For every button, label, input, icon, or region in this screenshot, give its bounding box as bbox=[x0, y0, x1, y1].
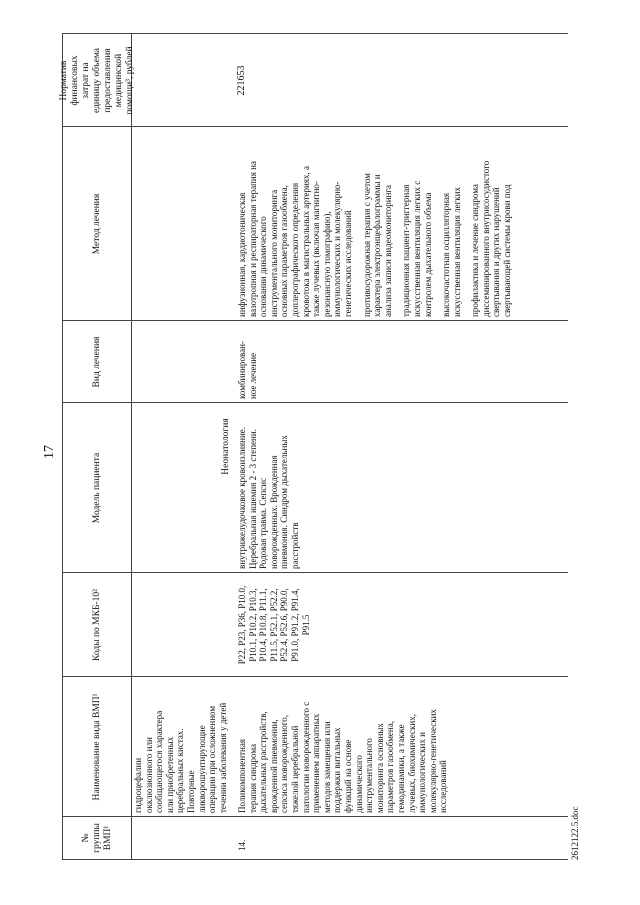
header-treatment-method: Метод лечения bbox=[91, 193, 102, 255]
treatment-table bbox=[58, 33, 568, 860]
header-line: ВМП¹ bbox=[102, 825, 113, 851]
text-line: поддержки витальных bbox=[332, 727, 343, 813]
text-line: Поликомпонентная bbox=[237, 739, 247, 813]
column-divider bbox=[63, 126, 568, 127]
text-line: инструментального мониторинга bbox=[268, 189, 279, 317]
text-line: свертывания и других нарушений bbox=[491, 187, 502, 317]
rotated-document bbox=[40, 22, 600, 882]
text-line: лучевых, биохимических, bbox=[406, 714, 417, 813]
icd-codes-cell bbox=[237, 577, 311, 673]
text-line: Родовая травма. Сепсис bbox=[258, 477, 269, 569]
treatment-method-cell bbox=[237, 161, 513, 317]
header-icd-codes: Коды по МКБ-10² bbox=[91, 589, 102, 661]
header-line: единицу объема bbox=[91, 47, 102, 114]
text-line: P52.4, P52.6, P90.0, bbox=[279, 588, 290, 662]
header-line: группы bbox=[91, 823, 102, 853]
text-line: пневмония. Синдром дыхательных bbox=[279, 435, 290, 569]
text-line: доплерографического определения bbox=[289, 182, 300, 317]
header-line: № bbox=[80, 833, 91, 843]
method-block bbox=[470, 161, 512, 317]
text-line: комбинирован- bbox=[237, 341, 247, 399]
text-line: высокочастотная осцилляторная bbox=[441, 192, 452, 317]
column-divider bbox=[63, 572, 568, 573]
header-line: помощи³, рублей bbox=[124, 46, 135, 115]
text-line: иммунологических и молекулярно- bbox=[332, 181, 343, 317]
section-title: Неонатология bbox=[221, 418, 231, 475]
column-divider bbox=[63, 402, 568, 403]
text-line: иммунологических и bbox=[417, 732, 428, 813]
text-line: Повторные bbox=[185, 770, 196, 813]
method-block bbox=[362, 161, 394, 317]
text-line: гидроцефалии bbox=[133, 757, 143, 813]
text-line: мониторинга основных bbox=[374, 723, 385, 813]
text-line: ликворошунтирующие bbox=[196, 725, 207, 813]
treatment-type-cell bbox=[237, 341, 258, 399]
text-line: внутрижелудочковое кровоизлияние. bbox=[237, 426, 247, 569]
text-line: течении заболевания у детей bbox=[217, 702, 228, 813]
page-number: 17 bbox=[42, 445, 57, 459]
text-line: врожденной пневмонии, bbox=[268, 719, 279, 813]
text-line: вазотропная и респираторная терапия на bbox=[247, 161, 258, 317]
text-line: P11.5, P52.1, P52.2, bbox=[268, 588, 279, 662]
column-divider bbox=[63, 320, 568, 321]
text-line: расстройств bbox=[289, 522, 300, 569]
text-line: дыхательных расстройств, bbox=[258, 711, 269, 813]
text-line: параметров газообмена, bbox=[385, 721, 396, 813]
header-patient-model: Модель пациента bbox=[91, 452, 102, 524]
text-line: генетических исследований bbox=[342, 210, 353, 317]
text-line: P10.1, P10.2, P10.3, bbox=[247, 588, 258, 662]
cost-cell: 221653 bbox=[236, 65, 247, 96]
text-line: P22, P23, P36, P10.0, bbox=[237, 585, 247, 665]
header-line: предоставления bbox=[102, 48, 113, 113]
column-divider bbox=[63, 676, 568, 677]
text-line: исследований bbox=[438, 760, 449, 813]
text-line: противосудорожная терапия с учетом bbox=[361, 173, 372, 317]
vmp-name-cell bbox=[237, 702, 449, 813]
text-line: традиционная пациент-триггерная bbox=[401, 184, 412, 317]
text-line: характера электроэнцефалограммы и bbox=[372, 174, 383, 317]
text-line: P91.0, P91.2, P91.4, bbox=[289, 588, 300, 662]
text-line: гемодинамики, а также bbox=[395, 724, 406, 813]
header-line: финансовых bbox=[69, 55, 80, 106]
text-line: ное лечение bbox=[247, 352, 258, 399]
text-line: инфузионная, кардиотоническая bbox=[237, 192, 247, 317]
text-line: инструментального bbox=[364, 738, 375, 813]
patient-model-cell bbox=[237, 427, 301, 569]
header-treatment-type: Вид лечения bbox=[91, 336, 102, 388]
text-line: динамического bbox=[353, 755, 364, 813]
header-line: медицинской bbox=[113, 53, 124, 108]
text-line: искусственная вентиляция легких bbox=[451, 187, 462, 317]
header-vmp-name: Наименование вида ВМП¹ bbox=[91, 693, 102, 801]
row-number: 14. bbox=[237, 839, 247, 851]
text-line: молекулярно-генетических bbox=[427, 709, 438, 813]
text-line: свертывающей системы крови под bbox=[502, 184, 513, 317]
text-line: Церебральная ишемия 2 - 3 степени. bbox=[247, 429, 258, 569]
method-block bbox=[237, 161, 354, 317]
text-line: тяжелой церебральной bbox=[289, 725, 300, 813]
text-line: церебральных кистах. bbox=[175, 728, 186, 813]
header-line: Норматив bbox=[58, 60, 69, 101]
text-line: также лучевых (включая магнитно- bbox=[311, 181, 322, 317]
text-line: искусственная вентиляция легких с bbox=[411, 180, 422, 317]
text-line: функций на основе bbox=[342, 739, 353, 813]
text-line: анализа записи видеомониторинга bbox=[382, 184, 393, 317]
text-line: контролем дыхательного объема bbox=[422, 192, 433, 317]
text-line: окклюзионного или bbox=[143, 737, 154, 813]
column-divider bbox=[63, 816, 568, 817]
header-cost-norm bbox=[58, 34, 135, 127]
text-line: применением аппаратных bbox=[311, 713, 322, 813]
text-line: основных параметров газообмена, bbox=[279, 185, 290, 317]
continuation-text bbox=[133, 703, 228, 813]
text-line: P10.4, P10.8, P11.1, bbox=[258, 588, 269, 662]
text-line: или приобретенных bbox=[164, 736, 175, 813]
text-line: профилактика и лечение синдрома bbox=[470, 184, 481, 317]
method-block bbox=[401, 161, 433, 317]
text-line: терапия синдрома bbox=[247, 744, 258, 813]
text-line: методов замещения или bbox=[321, 721, 332, 813]
text-line: сепсиса новорожденного, bbox=[279, 715, 290, 813]
text-line: резонансную томографию), bbox=[321, 211, 332, 317]
text-line: диссеминированного внутрисосудистого bbox=[480, 160, 491, 317]
text-line: новорожденных. Врожденная bbox=[268, 455, 279, 569]
header-group-number bbox=[63, 817, 131, 859]
text-line: основании динамического bbox=[258, 216, 269, 317]
text-line: сообщающегося характера bbox=[154, 710, 165, 813]
method-block bbox=[441, 161, 462, 317]
text-line: патологии новорожденного с bbox=[300, 701, 311, 813]
header-line: затрат на bbox=[80, 62, 91, 99]
text-line: кровотока в магистральных артериях, а bbox=[300, 166, 311, 317]
text-line: операции при осложненном bbox=[207, 705, 218, 813]
text-line: P91.5 bbox=[300, 614, 311, 636]
file-name-footer: 2612122.5.doc bbox=[570, 806, 580, 860]
